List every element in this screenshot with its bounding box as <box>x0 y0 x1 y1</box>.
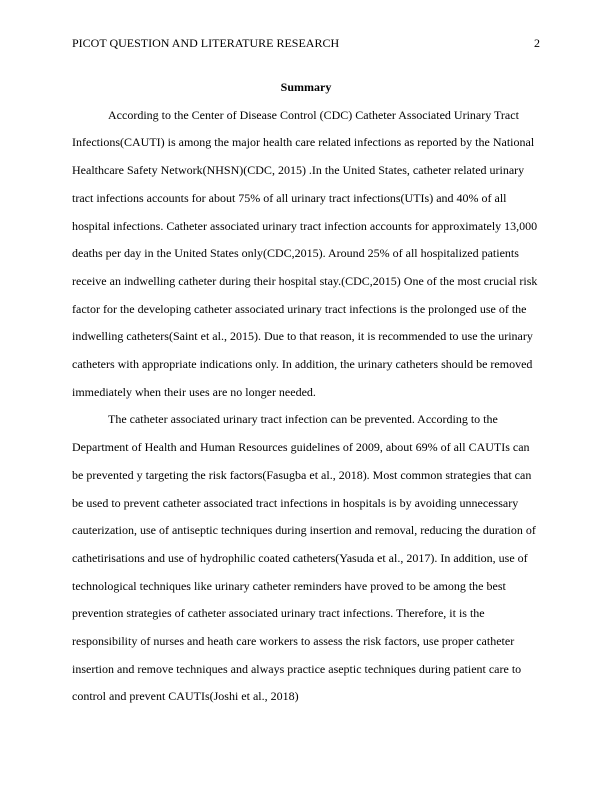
paragraph-line: be used to prevent catheter associated tract infections in hospitals is by avoiding unnecessary <box>72 495 519 510</box>
paragraph-line: Healthcare Safety Network(NHSN)(CDC, 2015) .In the United States, catheter related urinary <box>72 163 525 178</box>
paragraph-line: insertion and remove techniques and always practice aseptic techniques during patient care to <box>72 661 522 676</box>
page-number: 2 <box>534 36 540 50</box>
paragraph-line: responsibility of nurses and heath care workers to assess the risk factors, use proper catheter <box>72 634 515 649</box>
paragraph-line: be prevented y targeting the risk factors(Fasugba et al., 2018). Most common strategies that can <box>72 467 532 482</box>
paragraph-line: deaths per day in the United States only(CDC,2015). Around 25% of all hospitalized patients <box>72 246 519 261</box>
section-heading: Summary <box>280 80 332 94</box>
paragraph-line: Infections(CAUTI) is among the major health care related infections as reported by the National <box>72 135 535 150</box>
paragraph-line: catheters with appropriate indications only. In addition, the urinary catheters should be removed <box>72 357 533 372</box>
paragraph-2 <box>72 406 540 711</box>
paragraph-line: cathetirisations and use of hydrophilic coated catheters(Yasuda et al., 2017). In addition, use of <box>72 550 528 565</box>
paragraph-line: receive an indwelling catheter during their hospital stay.(CDC,2015) One of the most crucial risk <box>72 273 538 288</box>
paragraph-line: According to the Center of Disease Control (CDC) Catheter Associated Urinary Tract <box>108 107 519 122</box>
document-body <box>72 74 540 711</box>
paragraph-line: Department of Health and Human Resources guidelines of 2009, about 69% of all CAUTIs can <box>72 440 530 455</box>
paragraph-line: cauterization, use of antiseptic techniques during insertion and removal, reducing the duration of <box>72 523 536 538</box>
paragraph-line: indwelling catheters(Saint et al., 2015). Due to that reason, it is recommended to use the urinary <box>72 329 533 344</box>
paragraph-line: hospital infections. Catheter associated urinary tract infection accounts for approximately 13,000 <box>72 218 538 233</box>
paragraph-line: prevention strategies of catheter associated urinary tract infections. Therefore, it is the <box>72 606 485 621</box>
paragraph-line: tract infections accounts for about 75% of all urinary tract infections(UTIs) and 40% of all <box>72 190 507 205</box>
paragraph-line: immediately when their uses are no longer needed. <box>72 384 316 399</box>
paragraph-line: The catheter associated urinary tract infection can be prevented. According to the <box>108 412 498 427</box>
paragraph-line: factor for the developing catheter associated urinary tract infections is the prolonged use of the <box>72 301 527 316</box>
paragraph-line: technological techniques like urinary catheter reminders have proved to be among the best <box>72 578 506 593</box>
paragraph-line: control and prevent CAUTIs(Joshi et al., 2018) <box>72 689 299 704</box>
running-head: PICOT QUESTION AND LITERATURE RESEARCH <box>72 36 340 50</box>
paragraph-1 <box>72 102 540 407</box>
